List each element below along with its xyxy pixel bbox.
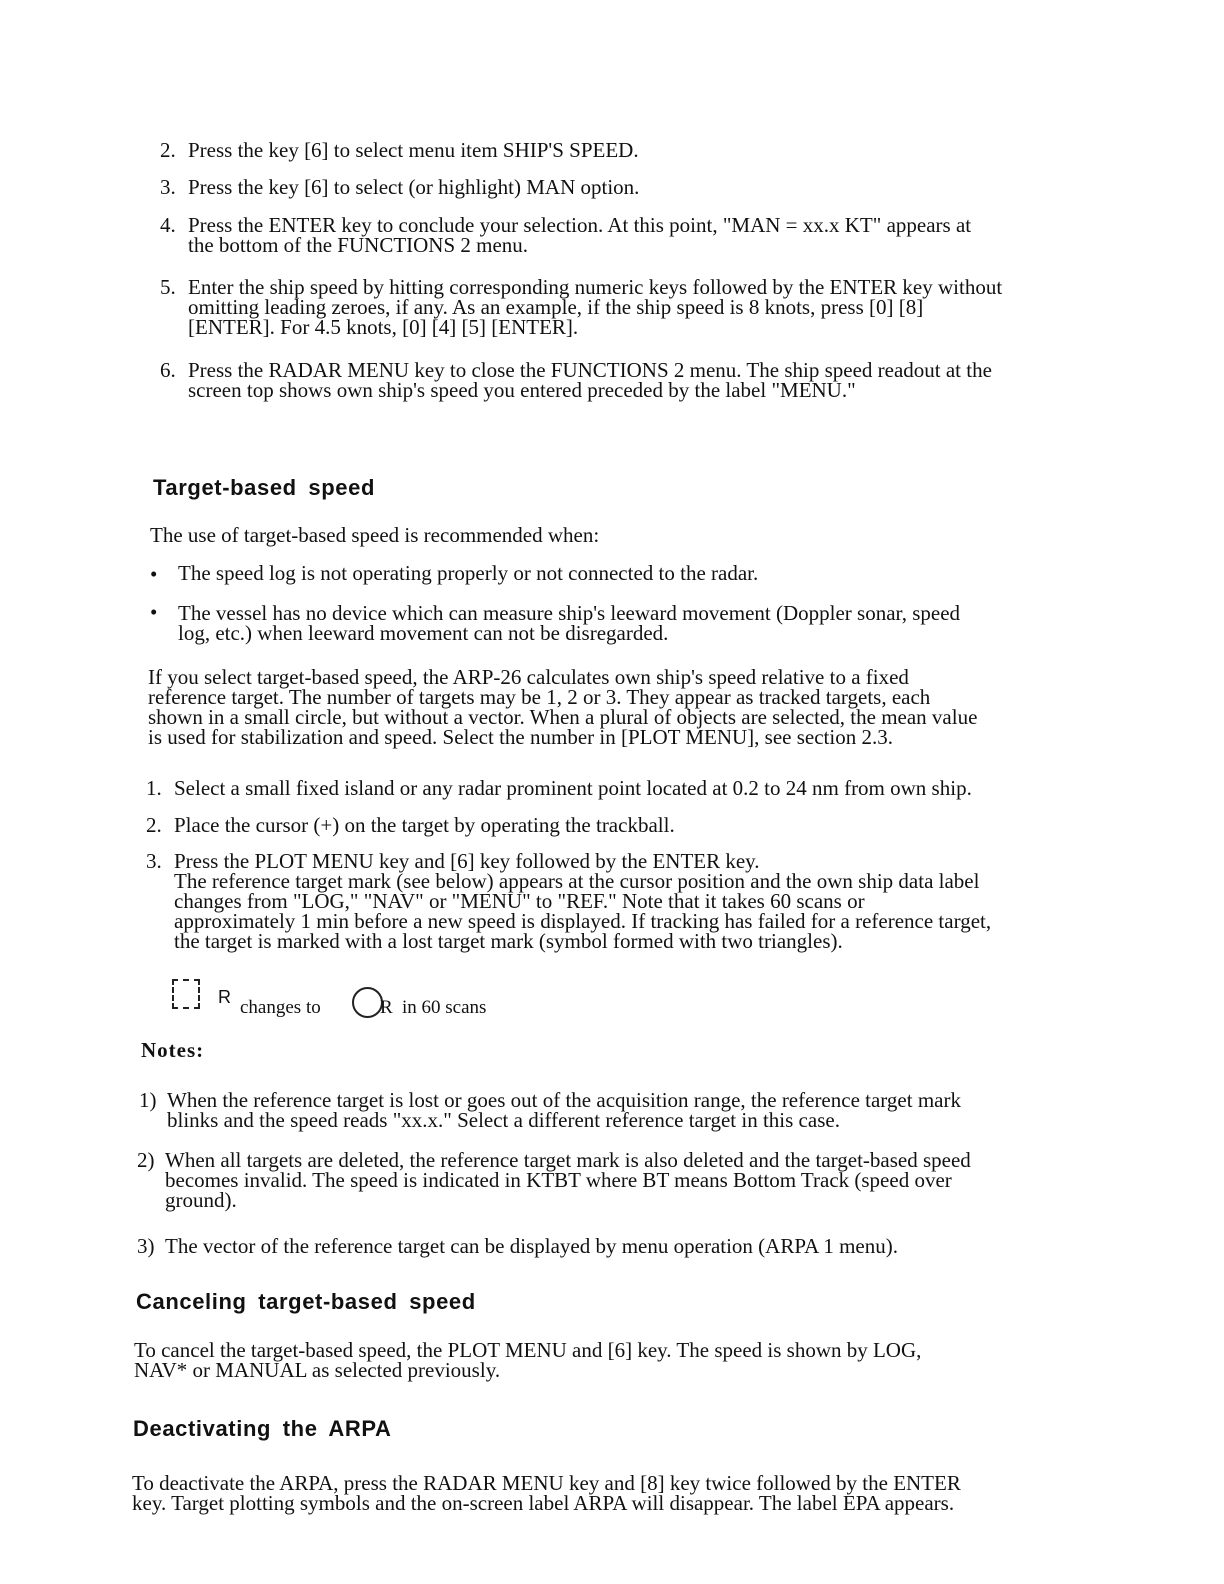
symbol-caption: in 60 scans [402, 997, 487, 1018]
target-based-explanation: If you select target-based speed, the ARP-26 calculates own ship's speed relative to a fixed reference target. The number of targets may be 1, 2 or 3. They appear as tracked targets, each shown in a small circle, but without a vector. When a plural of objects are selected, the mean value is used for stabilization and speed. Select the number in [PLOT MENU], see section 2.3. [148, 665, 978, 749]
step-text: Press the key [6] to select menu item SHIP'S SPEED. [188, 138, 639, 162]
step-number: 3. [160, 175, 176, 199]
circle-icon [352, 987, 383, 1018]
bullet-item: The speed log is not operating properly or not connected to the radar. [178, 561, 759, 585]
bullet-item: The vessel has no device which can measure ship's leeward movement (Doppler sonar, speed log, etc.) when leeward movement can not be disregarded. [178, 601, 961, 645]
dashed-square-icon [172, 979, 200, 1009]
step-text-line: screen top shows own ship's speed you entered preceded by the label "MENU." [188, 378, 856, 402]
step-text-line: Enter the ship speed by hitting corresponding numeric keys followed by the ENTER key without [188, 275, 1003, 299]
symbol-label: R [218, 987, 231, 1007]
section-heading-target-based-speed: Target-based speed [153, 475, 376, 500]
symbol-caption: changes to [240, 997, 321, 1018]
reference-target-mark-illustration [168, 975, 668, 1025]
step-text-line: [ENTER]. For 4.5 knots, [0] [4] [5] [ENTER]. [188, 315, 579, 339]
canceling-text: To cancel the target-based speed, the PLOT MENU and [6] key. The speed is shown by LOG, NAV* or MANUAL as selected previously. [134, 1338, 922, 1382]
bullet-dot: • [150, 600, 158, 624]
step-text-line: omitting leading zeroes, if any. As an example, if the ship speed is 8 knots, press [0] [8] [188, 295, 924, 319]
deactivating-text: To deactivate the ARPA, press the RADAR MENU key and [8] key twice followed by the ENTER key. Target plotting symbols and the on-screen label ARPA will disappear. The label EPA appears. [132, 1471, 961, 1515]
step-number: 4. [160, 213, 176, 237]
section-heading-canceling: Canceling target-based speed [136, 1289, 476, 1314]
step-number: 2. [160, 138, 176, 162]
step-text-line: the bottom of the FUNCTIONS 2 menu. [188, 233, 529, 257]
step-text-line: Press the RADAR MENU key to close the FUNCTIONS 2 menu. The ship speed readout at the [188, 358, 992, 382]
bullet-dot: • [150, 562, 158, 586]
symbol-label: R [380, 997, 393, 1018]
notes-heading: Notes: [141, 1038, 205, 1062]
section-heading-deactivating: Deactivating the ARPA [133, 1416, 392, 1441]
step-text: Press the key [6] to select (or highlight) MAN option. [188, 175, 640, 199]
step-number: 5. [160, 275, 176, 299]
target-based-intro: The use of target-based speed is recommended when: [150, 523, 600, 547]
step-text-line: Press the ENTER key to conclude your selection. At this point, "MAN = xx.x KT" appears at [188, 213, 972, 237]
step-number: 6. [160, 358, 176, 382]
